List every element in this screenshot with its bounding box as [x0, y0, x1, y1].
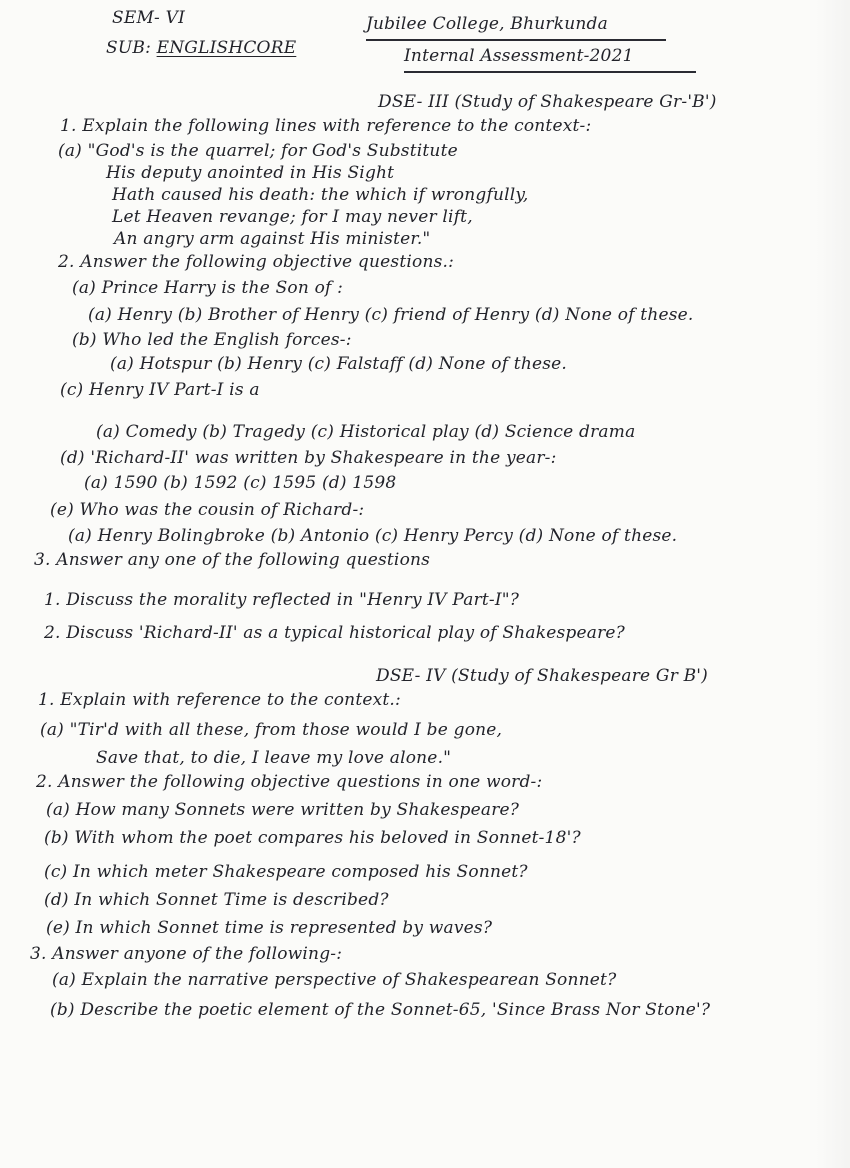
dse3-line: 3. Answer any one of the following questions	[34, 550, 431, 570]
dse4-line: (b) With whom the poet compares his beloved in Sonnet-18'?	[44, 828, 581, 848]
dse4-line: (d) In which Sonnet Time is described?	[44, 890, 389, 910]
dse4-line: 3. Answer anyone of the following-:	[30, 944, 343, 964]
dse3-line: (b) Who led the English forces-:	[72, 330, 352, 350]
dse3-line: (d) 'Richard-II' was written by Shakespeare in the year-:	[60, 448, 557, 468]
dse3-line: 1. Explain the following lines with reference to the context-:	[60, 116, 592, 136]
assessment-underline	[404, 71, 696, 73]
dse3-line: (c) Henry IV Part-I is a	[60, 380, 260, 400]
dse3-line: (a) Comedy (b) Tragedy (c) Historical play (d) Science drama	[96, 422, 636, 442]
dse3-line: (a) 1590 (b) 1592 (c) 1595 (d) 1598	[84, 473, 397, 493]
dse4-line: (a) Explain the narrative perspective of Shakespearean Sonnet?	[52, 970, 617, 990]
subject-prefix: SUB:	[106, 38, 157, 58]
college-name: Jubilee College, Bhurkunda	[366, 14, 608, 34]
dse3-line: 2. Answer the following objective questions.:	[58, 252, 455, 272]
dse3-line: His deputy anointed in His Sight	[106, 163, 395, 183]
dse4-line: (b) Describe the poetic element of the Sonnet-65, 'Since Brass Nor Stone'?	[50, 1000, 711, 1020]
dse3-line: (e) Who was the cousin of Richard-:	[50, 500, 365, 520]
dse4-line: (a) "Tir'd with all these, from those would I be gone,	[40, 720, 503, 740]
dse3-line: (a) Henry Bolingbroke (b) Antonio (c) Henry Percy (d) None of these.	[68, 526, 678, 546]
dse3-line: 1. Discuss the morality reflected in "Henry IV Part-I"?	[44, 590, 520, 610]
dse4-line: 2. Answer the following objective questions in one word-:	[36, 772, 543, 792]
dse3-line: Let Heaven revange; for I may never lift,	[112, 207, 473, 227]
dse4-title: DSE- IV (Study of Shakespeare Gr B')	[376, 666, 709, 686]
dse4-line: Save that, to die, I leave my love alone."	[96, 748, 452, 768]
assessment-title: Internal Assessment-2021	[404, 46, 634, 66]
dse3-line: (a) "God's is the quarrel; for God's Substitute	[58, 141, 458, 161]
dse3-line: (a) Hotspur (b) Henry (c) Falstaff (d) None of these.	[110, 354, 568, 374]
dse3-title: DSE- III (Study of Shakespeare Gr-'B')	[378, 92, 717, 112]
college-underline	[366, 39, 666, 41]
dse4-line: (e) In which Sonnet time is represented by waves?	[46, 918, 493, 938]
semester-label: SEM- VI	[112, 8, 186, 28]
dse3-line: (a) Henry (b) Brother of Henry (c) friend of Henry (d) None of these.	[88, 305, 694, 325]
dse3-line: (a) Prince Harry is the Son of :	[72, 278, 344, 298]
subject-value: ENGLISHCORE	[156, 38, 297, 58]
dse3-line: An angry arm against His minister."	[114, 229, 431, 249]
dse4-line: (c) In which meter Shakespeare composed his Sonnet?	[44, 862, 528, 882]
dse4-line: (a) How many Sonnets were written by Shakespeare?	[46, 800, 520, 820]
dse4-line: 1. Explain with reference to the context.:	[38, 690, 401, 710]
dse3-line: Hath caused his death: the which if wrongfully,	[112, 185, 529, 205]
subject-label	[106, 38, 296, 58]
dse3-line: 2. Discuss 'Richard-II' as a typical historical play of Shakespeare?	[44, 623, 625, 643]
page-edge-shadow	[816, 0, 850, 1168]
